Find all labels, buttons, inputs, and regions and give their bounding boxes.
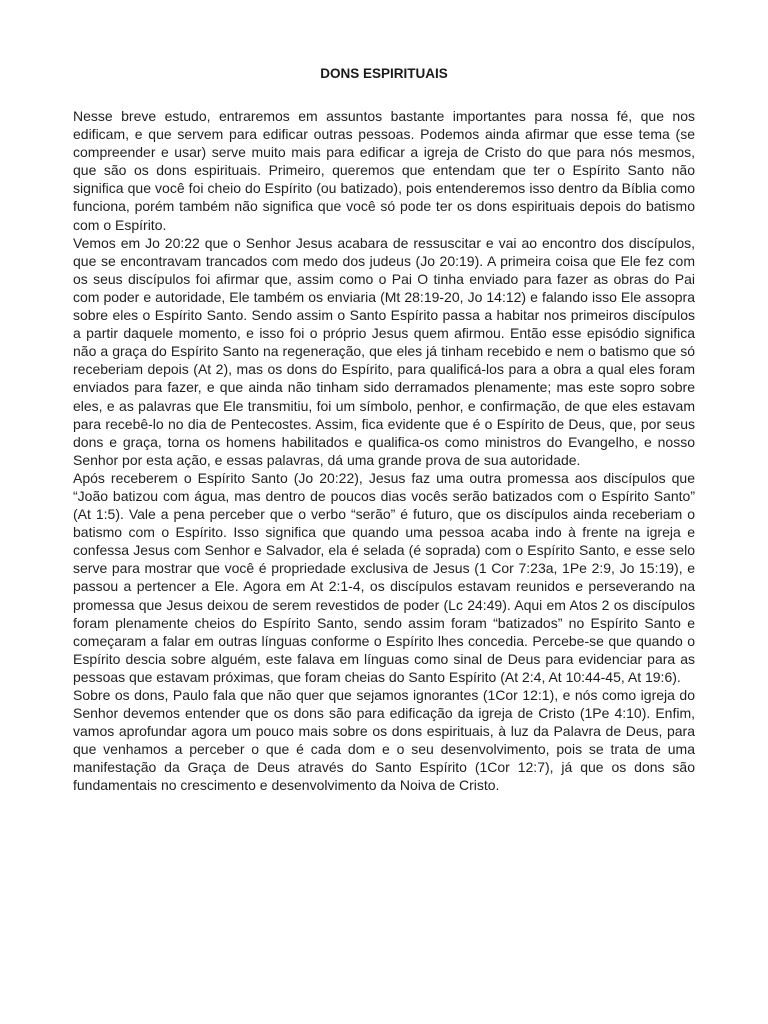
paragraph-batismo: Após receberem o Espírito Santo (Jo 20:22), Jesus faz uma outra promessa aos discípulos que “João batizou com água, mas dentro de poucos dias vocês serão batizados com o Espírito Santo” (At 1:5). Vale a pena perceber que o verbo “serão” é futuro, que os discípulos ainda receberiam o batismo com o Espírito. Isso significa que quando uma pessoa acaba indo à frente na igreja e confessa Jesus com Senhor e Salvador, ela é selada (é soprada) com o Espírito Santo, e esse selo serve para mostrar que você é propriedade exclusiva de Jesus (1 Cor 7:23a, 1Pe 2:9, Jo 15:19), e passou a pertencer a Ele. Agora em At 2:1-4, os discípulos estavam reunidos e perseverando na promessa que Jesus deixou de serem revestidos de poder (Lc 24:49). Aqui em Atos 2 os discípulos foram plenamente cheios do Espírito Santo, sendo assim foram “batizados” no Espírito Santo e começaram a falar em outras línguas conforme o Espírito lhes concedia. Percebe-se que quando o Espírito descia sobre alguém, este falava em línguas como sinal de Deus para evidenciar para as pessoas que estavam próximas, que foram cheias do Santo Espírito (At 2:4, At 10:44-45, At 19:6). — [73, 469, 695, 685]
paragraph-sobre-os-dons: Sobre os dons, Paulo fala que não quer que sejamos ignorantes (1Cor 12:1), e nós como igreja do Senhor devemos entender que os dons são para edificação da igreja de Cristo (1Pe 4:10). Enfim, vamos aprofundar agora um pouco mais sobre os dons espirituais, à luz da Palavra de Deus, para que venhamos a perceber o que é cada dom e o seu desenvolvimento, pois se trata de uma manifestação da Graça de Deus através do Santo Espírito (1Cor 12:7), já que os dons são fundamentais no crescimento e desenvolvimento da Noiva de Cristo. — [73, 687, 695, 794]
document-body — [73, 107, 695, 795]
paragraph-jo-20-22: Vemos em Jo 20:22 que o Senhor Jesus acabara de ressuscitar e vai ao encontro dos discípulos, que se encontravam trancados com medo dos judeus (Jo 20:19). A primeira coisa que Ele fez com os seus discípulos foi afirmar que, assim como o Pai O tinha enviado para fazer as obras do Pai com poder e autoridade, Ele também os enviaria (Mt 28:19-20, Jo 14:12) e falando isso Ele assopra sobre eles o Espírito Santo. Sendo assim o Santo Espírito passa a habitar nos primeiros discípulos a partir daquele momento, e isso foi o próprio Jesus quem afirmou. Então esse episódio significa não a graça do Espírito Santo na regeneração, que eles já tinham recebido e nem o batismo que só receberiam depois (At 2), mas os dons do Espírito, para qualificá-los para a obra a qual eles foram enviados para fazer, e que ainda não tinham sido derramados plenamente; mas este sopro sobre eles, e as palavras que Ele transmitiu, foi um símbolo, penhor, e confirmação, de que eles estavam para recebê-lo no dia de Pentecostes. Assim, fica evidente que é o Espírito de Deus, que, por seus dons e graça, torna os homens habilitados e qualifica-os como ministros do Evangelho, e nosso Senhor por esta ação, e essas palavras, dá uma grande prova de sua autoridade. — [73, 234, 695, 468]
paragraph-intro: Nesse breve estudo, entraremos em assuntos bastante importantes para nossa fé, que nos edificam, e que servem para edificar outras pessoas. Podemos ainda afirmar que esse tema (se compreender e usar) serve muito mais para edificar a igreja de Cristo do que para nós mesmos, que são os dons espirituais. Primeiro, queremos que entendam que ter o Espírito Santo não significa que você foi cheio do Espírito (ou batizado), pois entenderemos isso dentro da Bíblia como funciona, porém também não significa que você só pode ter os dons espirituais depois do batismo com o Espírito. — [73, 108, 695, 233]
document-title: DONS ESPIRITUAIS — [320, 66, 448, 81]
